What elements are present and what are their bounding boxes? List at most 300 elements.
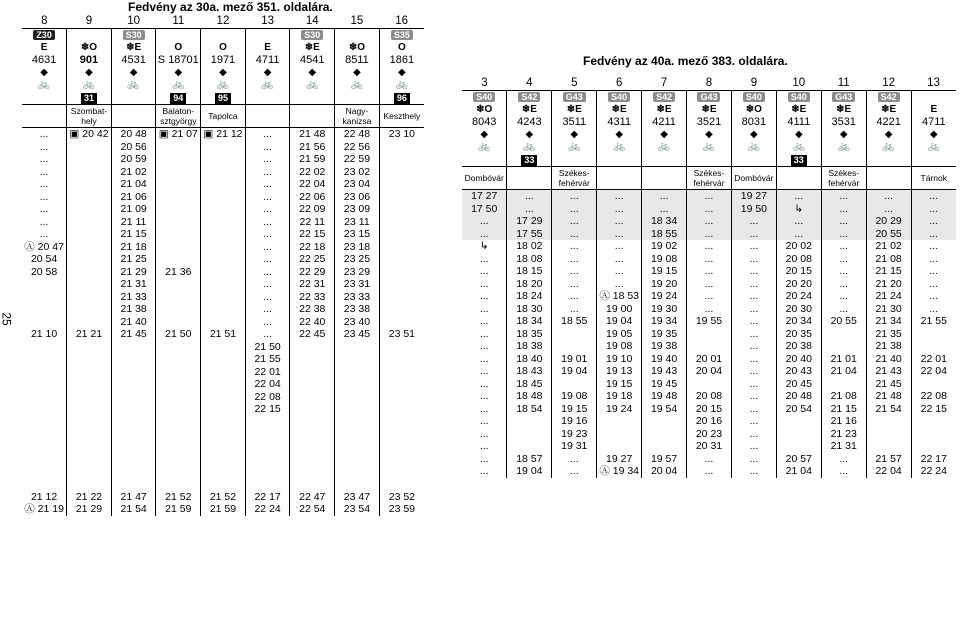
service-mark: ❄E bbox=[111, 42, 156, 55]
time-cell: 20 55 bbox=[821, 315, 866, 328]
time-cell: ... bbox=[39, 153, 49, 166]
time-cell bbox=[22, 453, 67, 466]
time-cell bbox=[156, 403, 201, 416]
time-cell: ... bbox=[245, 253, 290, 266]
time-cell: ... bbox=[642, 203, 687, 216]
time-cell: 21 50 bbox=[156, 328, 201, 341]
time-cell bbox=[111, 353, 156, 366]
time-cell: 22 15 bbox=[911, 403, 956, 416]
time-cell bbox=[201, 416, 246, 429]
time-cell: 21 35 bbox=[866, 328, 911, 341]
time-cell: ... bbox=[911, 190, 956, 203]
time-cell: 23 04 bbox=[335, 178, 380, 191]
time-cell: 19 05 bbox=[597, 328, 642, 341]
time-cell bbox=[290, 478, 335, 491]
time-cell bbox=[67, 403, 112, 416]
time-cell: 21 54 bbox=[111, 503, 156, 516]
time-cell: 19 15 bbox=[597, 378, 642, 391]
time-cell: ... bbox=[731, 278, 776, 291]
time-cell bbox=[379, 378, 424, 391]
time-cell: 20 29 bbox=[866, 215, 911, 228]
train-category-badge: S40 bbox=[743, 92, 765, 102]
time-cell: 22 17 bbox=[911, 453, 956, 466]
category-cell bbox=[156, 29, 201, 42]
time-cell: 21 22 bbox=[67, 491, 112, 504]
time-cell: ... bbox=[552, 265, 597, 278]
time-cell: 18 55 bbox=[552, 315, 597, 328]
category-cell bbox=[290, 29, 335, 42]
time-cell bbox=[201, 341, 246, 354]
route-badge-cell bbox=[731, 154, 776, 167]
time-cell: 22 08 bbox=[245, 391, 290, 404]
time-cell bbox=[156, 178, 201, 191]
time-cell: 20 08 bbox=[687, 390, 732, 403]
time-cell bbox=[201, 353, 246, 366]
time-cell: 21 04 bbox=[776, 465, 821, 478]
time-cell bbox=[201, 178, 246, 191]
time-cell bbox=[201, 166, 246, 179]
service-mark: ❄E bbox=[552, 104, 597, 117]
destination-station bbox=[866, 167, 911, 190]
time-cell: ... bbox=[245, 316, 290, 329]
time-cell: ... bbox=[245, 241, 290, 254]
time-cell: 21 57 bbox=[866, 453, 911, 466]
time-cell: 20 58 bbox=[30, 265, 58, 278]
time-cell bbox=[335, 441, 380, 454]
time-cell bbox=[201, 303, 246, 316]
time-cell: 22 15 bbox=[245, 403, 290, 416]
time-cell bbox=[776, 415, 821, 428]
time-cell: 20 54 bbox=[30, 253, 58, 266]
route-badge-cell bbox=[507, 154, 552, 167]
train-category-badge: G43 bbox=[563, 92, 586, 102]
bicycle-icon: 🚲 bbox=[552, 141, 597, 154]
bicycle-icon: 🚲 bbox=[507, 141, 552, 154]
bicycle-icon: 🚲 bbox=[866, 141, 911, 154]
time-cell bbox=[379, 466, 424, 479]
train-category-badge: S40 bbox=[473, 92, 495, 102]
time-cell: Ⓐ 21 19 bbox=[24, 503, 64, 516]
route-badge: 94 bbox=[170, 93, 186, 104]
time-cell bbox=[379, 428, 424, 441]
train-number: 4531 bbox=[111, 54, 156, 67]
time-cell: 19 24 bbox=[597, 403, 642, 416]
time-cell: ... bbox=[687, 290, 732, 303]
time-cell: 22 54 bbox=[290, 503, 335, 516]
time-cell bbox=[156, 441, 201, 454]
time-cell bbox=[335, 366, 380, 379]
time-cell bbox=[67, 166, 112, 179]
time-cell: ... bbox=[245, 278, 290, 291]
diamond-icon: ◆ bbox=[67, 67, 112, 80]
time-cell bbox=[290, 466, 335, 479]
time-cell: ... bbox=[821, 203, 866, 216]
train-number: 4711 bbox=[245, 54, 290, 67]
time-cell: 18 24 bbox=[507, 290, 552, 303]
time-cell: ... bbox=[731, 428, 776, 441]
time-cell: ... bbox=[731, 378, 776, 391]
destination-station: Tapolca bbox=[201, 105, 246, 128]
time-cell: 20 57 bbox=[776, 453, 821, 466]
time-cell: 19 48 bbox=[642, 390, 687, 403]
time-cell: 18 30 bbox=[507, 303, 552, 316]
time-cell: ... bbox=[911, 265, 956, 278]
time-cell: 22 18 bbox=[290, 241, 335, 254]
route-badge-cell bbox=[866, 154, 911, 167]
category-cell bbox=[552, 91, 597, 104]
time-cell: 22 01 bbox=[911, 353, 956, 366]
time-cell bbox=[379, 316, 424, 329]
time-cell: 18 02 bbox=[507, 240, 552, 253]
time-cell: 21 21 bbox=[67, 328, 112, 341]
destination-station bbox=[111, 105, 156, 128]
time-cell: 22 04 bbox=[290, 178, 335, 191]
destination-station: Szombat-hely bbox=[67, 105, 112, 128]
column-number: 12 bbox=[882, 77, 895, 89]
diamond-icon: ◆ bbox=[40, 66, 48, 78]
category-cell bbox=[335, 29, 380, 42]
service-mark: E bbox=[911, 104, 956, 117]
time-cell: ... bbox=[911, 303, 956, 316]
time-cell bbox=[67, 378, 112, 391]
category-cell bbox=[642, 91, 687, 104]
time-cell bbox=[111, 403, 156, 416]
column-number: 8 bbox=[41, 15, 48, 27]
time-cell bbox=[201, 253, 246, 266]
service-mark: ❄E bbox=[866, 104, 911, 117]
time-cell: 21 55 bbox=[911, 315, 956, 328]
bicycle-icon: 🚲 bbox=[201, 79, 246, 92]
time-cell: ... bbox=[911, 240, 956, 253]
time-cell bbox=[687, 328, 732, 341]
time-cell: ... bbox=[39, 190, 49, 203]
column-number: 14 bbox=[305, 15, 319, 27]
time-cell bbox=[201, 428, 246, 441]
time-cell: 18 08 bbox=[507, 253, 552, 266]
time-cell: 21 02 bbox=[111, 166, 156, 179]
time-cell: 21 54 bbox=[866, 403, 911, 416]
column-number: 3 bbox=[481, 77, 488, 89]
time-cell: ... bbox=[479, 277, 489, 290]
time-cell: ... bbox=[552, 253, 597, 266]
time-cell bbox=[335, 416, 380, 429]
right-title: Fedvény az 40a. mező 383. oldalára. bbox=[583, 54, 788, 68]
time-cell: 22 04 bbox=[245, 378, 290, 391]
time-cell: ... bbox=[597, 203, 642, 216]
time-cell: ... bbox=[479, 415, 489, 428]
time-cell: 19 16 bbox=[552, 415, 597, 428]
time-cell: 22 45 bbox=[290, 328, 335, 341]
service-mark: E bbox=[40, 41, 48, 53]
column-number: 15 bbox=[350, 15, 364, 27]
time-cell: 20 04 bbox=[642, 465, 687, 478]
time-cell: 18 15 bbox=[507, 265, 552, 278]
time-cell: 20 15 bbox=[687, 403, 732, 416]
time-cell bbox=[111, 428, 156, 441]
train-number: 8511 bbox=[335, 54, 380, 67]
time-cell: ... bbox=[597, 190, 642, 203]
time-cell: ... bbox=[597, 265, 642, 278]
bicycle-icon: 🚲 bbox=[111, 79, 156, 92]
time-cell bbox=[776, 428, 821, 441]
time-cell: 21 16 bbox=[821, 415, 866, 428]
time-cell bbox=[335, 466, 380, 479]
train-number: 8043 bbox=[471, 116, 497, 129]
time-cell bbox=[22, 416, 67, 429]
time-cell: ... bbox=[245, 303, 290, 316]
time-cell: 21 24 bbox=[866, 290, 911, 303]
time-cell: 19 31 bbox=[552, 440, 597, 453]
time-cell: 21 04 bbox=[111, 178, 156, 191]
destination-station bbox=[22, 105, 67, 128]
time-cell bbox=[111, 366, 156, 379]
time-cell: 21 15 bbox=[866, 265, 911, 278]
diamond-icon: ◆ bbox=[597, 129, 642, 142]
time-cell: 22 17 bbox=[245, 491, 290, 504]
destination-station bbox=[776, 167, 821, 190]
column-number: 13 bbox=[927, 77, 940, 89]
time-cell bbox=[111, 453, 156, 466]
time-cell: ... bbox=[479, 352, 489, 365]
column-number: 11 bbox=[837, 77, 850, 89]
train-number: 4211 bbox=[642, 116, 687, 129]
time-cell bbox=[67, 366, 112, 379]
time-cell: 22 11 bbox=[290, 216, 335, 229]
time-cell: 22 59 bbox=[335, 153, 380, 166]
time-cell: 19 20 bbox=[642, 278, 687, 291]
time-cell bbox=[156, 141, 201, 154]
time-cell bbox=[776, 440, 821, 453]
time-cell: ... bbox=[507, 190, 552, 203]
time-cell bbox=[911, 428, 956, 441]
time-cell bbox=[821, 328, 866, 341]
time-cell bbox=[22, 316, 67, 329]
route-badge: 33 bbox=[791, 155, 807, 166]
time-cell: 23 38 bbox=[335, 303, 380, 316]
time-cell: ... bbox=[687, 228, 732, 241]
route-badge: 95 bbox=[215, 93, 231, 104]
time-cell: 23 25 bbox=[335, 253, 380, 266]
route-badge-cell bbox=[245, 92, 290, 105]
time-cell: ... bbox=[731, 353, 776, 366]
time-cell bbox=[201, 466, 246, 479]
train-category-badge: S35 bbox=[391, 30, 413, 40]
time-cell: ... bbox=[687, 453, 732, 466]
time-cell bbox=[67, 416, 112, 429]
diamond-icon: ◆ bbox=[290, 67, 335, 80]
time-cell: 20 02 bbox=[776, 240, 821, 253]
train-number: 4243 bbox=[507, 116, 552, 129]
time-cell: ... bbox=[39, 215, 49, 228]
time-cell: ... bbox=[39, 228, 49, 241]
time-cell: ... bbox=[552, 278, 597, 291]
time-cell: 23 29 bbox=[335, 266, 380, 279]
time-cell bbox=[67, 228, 112, 241]
time-cell: 18 35 bbox=[507, 328, 552, 341]
time-cell: 22 06 bbox=[290, 191, 335, 204]
time-cell: 20 43 bbox=[776, 365, 821, 378]
time-cell: ... bbox=[479, 340, 489, 353]
time-cell: 17 27 bbox=[462, 190, 507, 203]
time-cell: 20 04 bbox=[687, 365, 732, 378]
time-cell: 20 56 bbox=[111, 141, 156, 154]
time-cell: ... bbox=[552, 190, 597, 203]
time-cell: ... bbox=[821, 453, 866, 466]
time-cell: 21 04 bbox=[821, 365, 866, 378]
service-mark: ❄O bbox=[731, 104, 776, 117]
time-cell: 18 57 bbox=[507, 453, 552, 466]
time-cell bbox=[290, 391, 335, 404]
category-cell bbox=[597, 91, 642, 104]
time-cell: 21 40 bbox=[866, 353, 911, 366]
train-category-badge: S40 bbox=[788, 92, 810, 102]
time-cell bbox=[111, 466, 156, 479]
time-cell bbox=[379, 166, 424, 179]
time-cell bbox=[201, 403, 246, 416]
time-cell bbox=[335, 403, 380, 416]
time-cell: 18 34 bbox=[642, 215, 687, 228]
destination-station bbox=[597, 167, 642, 190]
time-cell: ... bbox=[552, 465, 597, 478]
time-cell bbox=[821, 340, 866, 353]
time-cell: 19 35 bbox=[642, 328, 687, 341]
time-cell: ... bbox=[597, 278, 642, 291]
bicycle-icon: 🚲 bbox=[821, 141, 866, 154]
time-cell bbox=[156, 166, 201, 179]
diamond-icon: ◆ bbox=[731, 129, 776, 142]
route-badge-cell bbox=[156, 92, 201, 105]
time-cell: 21 01 bbox=[821, 353, 866, 366]
category-cell bbox=[22, 29, 67, 42]
time-cell bbox=[379, 403, 424, 416]
time-cell: 21 59 bbox=[201, 503, 246, 516]
time-cell: 22 40 bbox=[290, 316, 335, 329]
route-badge-cell bbox=[111, 92, 156, 105]
time-cell bbox=[552, 340, 597, 353]
time-cell: ... bbox=[687, 465, 732, 478]
train-category-badge: S42 bbox=[518, 92, 540, 102]
time-cell: ... bbox=[687, 303, 732, 316]
bicycle-icon: 🚲 bbox=[156, 79, 201, 92]
time-cell bbox=[866, 440, 911, 453]
destination-station: Székes-fehérvár bbox=[552, 167, 597, 190]
destination-station bbox=[245, 105, 290, 128]
time-cell: 19 43 bbox=[642, 365, 687, 378]
time-cell: 20 59 bbox=[111, 153, 156, 166]
time-cell bbox=[379, 453, 424, 466]
time-cell bbox=[379, 391, 424, 404]
time-cell: 20 40 bbox=[776, 353, 821, 366]
route-badge-cell bbox=[642, 154, 687, 167]
time-cell: 19 15 bbox=[552, 403, 597, 416]
time-cell: 18 34 bbox=[507, 315, 552, 328]
column-number: 6 bbox=[615, 77, 623, 89]
time-cell: ... bbox=[776, 215, 821, 228]
service-mark: ❄E bbox=[776, 104, 821, 117]
time-cell: 19 08 bbox=[552, 390, 597, 403]
route-badge-cell bbox=[290, 92, 335, 105]
time-cell bbox=[507, 428, 552, 441]
time-cell bbox=[379, 241, 424, 254]
time-cell: 19 54 bbox=[642, 403, 687, 416]
route-badge-cell bbox=[201, 92, 246, 105]
time-cell: 21 48 bbox=[290, 128, 335, 141]
time-cell: ... bbox=[911, 215, 956, 228]
time-cell: ... bbox=[866, 190, 911, 203]
diamond-icon: ◆ bbox=[201, 67, 246, 80]
time-cell bbox=[22, 291, 67, 304]
train-number: 4631 bbox=[31, 54, 57, 67]
time-cell bbox=[379, 366, 424, 379]
time-cell: 21 29 bbox=[111, 266, 156, 279]
time-cell: 19 10 bbox=[597, 353, 642, 366]
time-cell: 20 24 bbox=[776, 290, 821, 303]
service-mark: ❄E bbox=[687, 104, 732, 117]
column-number: 12 bbox=[216, 15, 230, 27]
time-cell bbox=[67, 466, 112, 479]
time-cell: 18 20 bbox=[507, 278, 552, 291]
time-cell: ... bbox=[39, 178, 49, 191]
time-cell: ... bbox=[39, 165, 49, 178]
category-cell bbox=[379, 29, 424, 42]
time-cell bbox=[379, 341, 424, 354]
time-cell: ... bbox=[245, 291, 290, 304]
right-timetable bbox=[462, 76, 956, 478]
time-cell bbox=[156, 366, 201, 379]
left-timetable bbox=[22, 14, 424, 516]
column-number: 8 bbox=[705, 77, 713, 89]
time-cell: ... bbox=[479, 440, 489, 453]
destination-station: Nagy-kanizsa bbox=[335, 105, 380, 128]
destination-station: Tárnok bbox=[911, 167, 956, 190]
time-cell bbox=[22, 366, 67, 379]
service-mark: ❄O bbox=[476, 103, 493, 115]
time-cell bbox=[201, 453, 246, 466]
time-cell: 18 40 bbox=[507, 353, 552, 366]
time-cell: ... bbox=[731, 265, 776, 278]
time-cell bbox=[111, 441, 156, 454]
time-cell bbox=[67, 191, 112, 204]
time-cell: 19 50 bbox=[731, 203, 776, 216]
diamond-icon: ◆ bbox=[156, 67, 201, 80]
category-cell bbox=[111, 29, 156, 42]
time-cell: ... bbox=[687, 253, 732, 266]
time-cell: 21 15 bbox=[821, 403, 866, 416]
side-page-number: 25 bbox=[0, 312, 14, 326]
train-number: 4221 bbox=[866, 116, 911, 129]
time-cell: ... bbox=[479, 365, 489, 378]
time-cell bbox=[379, 353, 424, 366]
train-category-badge: G43 bbox=[697, 92, 720, 102]
route-badge-cell bbox=[379, 92, 424, 105]
train-number: 3521 bbox=[687, 116, 732, 129]
time-cell bbox=[156, 203, 201, 216]
time-cell bbox=[379, 216, 424, 229]
time-cell: 22 01 bbox=[245, 366, 290, 379]
time-cell: ... bbox=[731, 365, 776, 378]
time-cell: ... bbox=[245, 128, 290, 141]
time-cell: 21 30 bbox=[866, 303, 911, 316]
train-category-badge: S30 bbox=[301, 30, 323, 40]
time-cell: ... bbox=[245, 153, 290, 166]
time-cell: 19 08 bbox=[597, 340, 642, 353]
time-cell: 22 48 bbox=[335, 128, 380, 141]
time-cell: 19 34 bbox=[642, 315, 687, 328]
time-cell: 19 57 bbox=[642, 453, 687, 466]
time-cell bbox=[156, 428, 201, 441]
time-cell: ... bbox=[731, 228, 776, 241]
destination-station: Dombóvár bbox=[462, 167, 507, 190]
